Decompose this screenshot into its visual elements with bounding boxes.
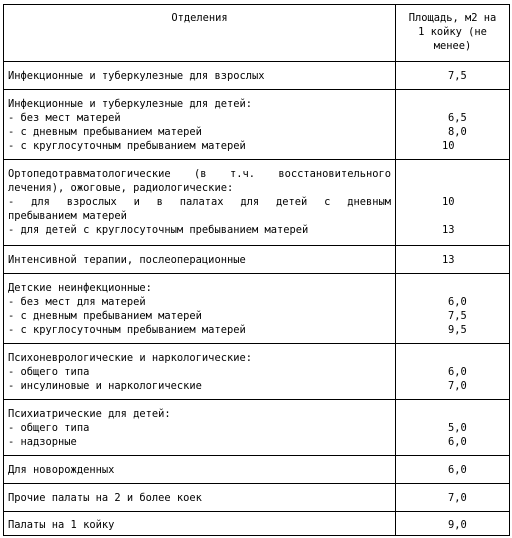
table-row [4, 399, 509, 456]
department-line: - для детей с круглосуточным пребыванием матерей [8, 224, 309, 236]
department-line: Ортопедотравматологические (в т.ч. восстановительного [8, 168, 391, 180]
area-value: 10 [442, 196, 455, 208]
department-line: Психоневрологические и наркологические: [8, 352, 252, 364]
header-area-label-line: 1 койку (не [418, 26, 487, 38]
table-row [4, 61, 509, 90]
area-value: 6,0 [448, 296, 467, 308]
area-cell [396, 484, 509, 512]
area-value: 7,5 [448, 70, 467, 82]
area-value: 6,0 [448, 464, 467, 476]
area-value: 7,0 [448, 380, 467, 392]
department-line: - с дневным пребыванием матерей [8, 126, 202, 138]
area-cell [396, 246, 509, 274]
table-row [4, 455, 509, 484]
department-cell [4, 400, 396, 456]
area-value: 9,5 [448, 324, 467, 336]
area-norms-table [3, 4, 510, 536]
header-cell-area [396, 5, 509, 61]
department-cell [4, 62, 396, 90]
department-line: - инсулиновые и наркологические [8, 380, 202, 392]
area-value: 6,0 [448, 436, 467, 448]
department-cell [4, 160, 396, 246]
department-line: лечения), ожоговые, радиологические: [8, 182, 234, 194]
header-area-label-line: Площадь, м2 на [408, 12, 497, 24]
department-line: Палаты на 1 койку [8, 519, 115, 531]
area-value: 8,0 [448, 126, 467, 138]
area-value: 9,0 [448, 519, 467, 531]
area-cell [396, 512, 509, 536]
department-line: - без мест для матерей [8, 296, 146, 308]
department-line: Инфекционные и туберкулезные для детей: [8, 98, 252, 110]
area-cell [396, 344, 509, 400]
header-cell-departments [4, 5, 396, 61]
area-value: 7,0 [448, 492, 467, 504]
department-line: - с круглосуточным пребыванием матерей [8, 140, 246, 152]
department-line: - общего типа [8, 366, 90, 378]
area-value: 5,0 [448, 422, 467, 434]
department-line: Детские неинфекционные: [8, 282, 152, 294]
area-value: 13 [442, 224, 455, 236]
table-header-row [4, 5, 509, 61]
table-row [4, 483, 509, 512]
table-row [4, 511, 509, 536]
department-cell [4, 484, 396, 512]
department-line: Интенсивной терапии, послеоперационные [8, 254, 246, 266]
department-cell [4, 246, 396, 274]
header-departments-label: Отделения [171, 12, 228, 24]
department-line: Инфекционные и туберкулезные для взрослых [8, 70, 265, 82]
area-cell [396, 400, 509, 456]
department-line: Для новорожденных [8, 464, 115, 476]
area-value: 7,5 [448, 310, 467, 322]
area-cell [396, 62, 509, 90]
department-cell [4, 456, 396, 484]
department-line: пребыванием матерей [8, 210, 127, 222]
department-cell [4, 274, 396, 344]
department-line: - для взрослых и в палатах для детей с дневным [8, 196, 391, 208]
header-area-label-line: менее) [433, 40, 472, 52]
table-row [4, 273, 509, 344]
department-line: - без мест матерей [8, 112, 121, 124]
department-line: - с дневным пребыванием матерей [8, 310, 202, 322]
area-value: 10 [442, 140, 455, 152]
table-row [4, 159, 509, 246]
department-line: - с круглосуточным пребыванием матерей [8, 324, 246, 336]
department-cell [4, 512, 396, 536]
department-line: - надзорные [8, 436, 77, 448]
area-cell [396, 90, 509, 160]
department-cell [4, 90, 396, 160]
area-cell [396, 274, 509, 344]
area-cell [396, 456, 509, 484]
area-value: 13 [442, 254, 455, 266]
table-row [4, 245, 509, 274]
department-line: Психиатрические для детей: [8, 408, 171, 420]
table-row [4, 89, 509, 160]
department-cell [4, 344, 396, 400]
table-row [4, 343, 509, 400]
department-line: - общего типа [8, 422, 90, 434]
area-value: 6,0 [448, 366, 467, 378]
area-value: 6,5 [448, 112, 467, 124]
department-line: Прочие палаты на 2 и более коек [8, 492, 202, 504]
area-cell [396, 160, 509, 246]
